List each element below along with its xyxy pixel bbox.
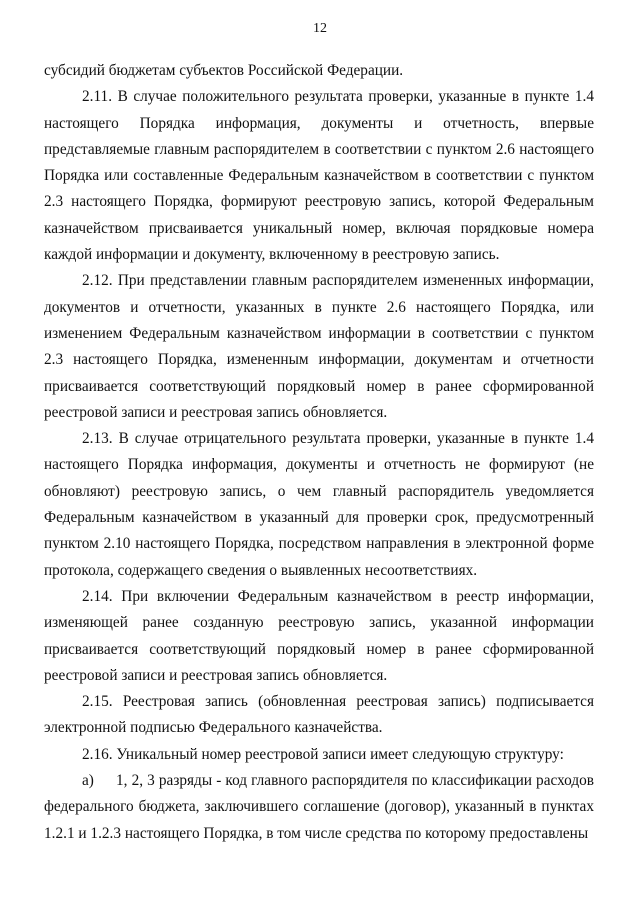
paragraph-2-14: 2.14. При включении Федеральным казначейством в реестр информации, изменяющей ранее созданную реестровую запись, указанной информации присваивается соответствующий порядковый номер в ранее сформированной реестровой записи и реестровая запись обновляется. bbox=[44, 587, 594, 684]
list-item-a bbox=[44, 768, 594, 847]
paragraph-2-11: 2.11. В случае положительного результата проверки, указанные в пункте 1.4 настоящего Порядка информация, документы и отчетность, впервые представляемые главным распорядителем в соответствии с пунктом 2.6 настоящего Порядка или составленные Федеральным казначейством в соответствии с пунктом 2.3 настоящего Порядка, формируют реестровую запись, которой Федеральным казначейством присваивается уникальный номер, включая порядковые номера каждой информации и документу, включенному в реестровую запись. bbox=[44, 88, 594, 264]
document-body bbox=[44, 58, 594, 847]
paragraph-2-12: 2.12. При представлении главным распорядителем измененных информации, документов и отчетности, указанных в пункте 2.6 настоящего Порядка, или изменением Федеральным казначейством информации в соответствии с пунктом 2.3 настоящего Порядка, измененным информации, документам и отчетности присваивается соответствующий порядковый номер в ранее сформированной реестровой записи и реестровая запись обновляется. bbox=[44, 272, 594, 421]
list-item-text: 1, 2, 3 разряды - код главного распорядителя по классификации расходов федерального бюджета, заключившего соглашение (договор), указанный в пунктах 1.2.1 и 1.2.3 настоящего Порядка, в том числе средства по которому предоставлены bbox=[44, 772, 594, 842]
paragraph-2-16: 2.16. Уникальный номер реестровой записи имеет следующую структуру: bbox=[82, 745, 564, 763]
list-item-letter: а) bbox=[82, 772, 94, 790]
paragraph-continuation: субсидий бюджетам субъектов Российской Федерации. bbox=[44, 62, 404, 79]
paragraph-2-15: 2.15. Реестровая запись (обновленная реестровая запись) подписывается электронной подписью Федерального казначейства. bbox=[44, 693, 594, 737]
page-number: 12 bbox=[313, 21, 327, 36]
paragraph-2-13: 2.13. В случае отрицательного результата проверки, указанные в пункте 1.4 настоящего Порядка информация, документы и отчетность не формируют (не обновляют) реестровую запись, о чем главный распорядитель уведомляется Федеральным казначейством в указанный для проверки срок, предусмотренный пунктом 2.10 настоящего Порядка, посредством направления в электронной форме протокола, содержащего сведения о выявленных несоответствиях. bbox=[44, 430, 594, 579]
